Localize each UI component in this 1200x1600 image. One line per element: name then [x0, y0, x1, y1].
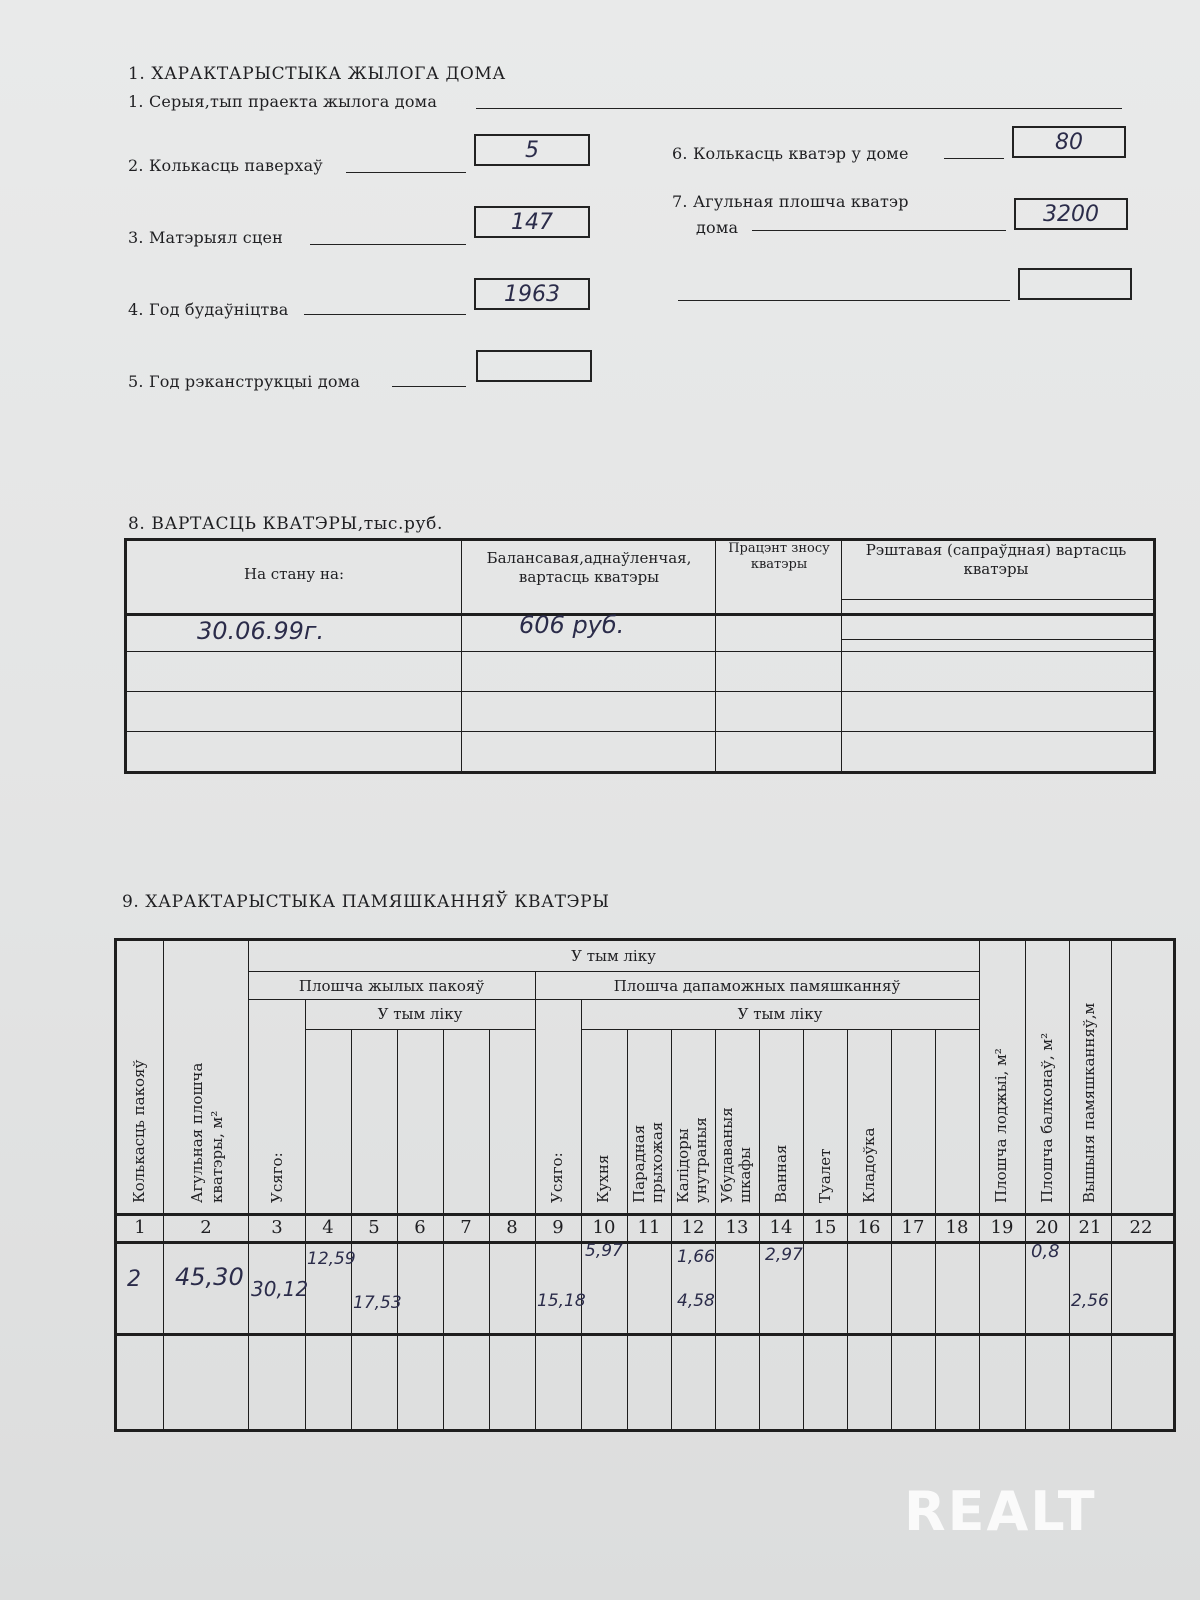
table9-col-hall-a: Парадная [630, 1124, 648, 1203]
table9-col-number: 19 [990, 1217, 1014, 1238]
value-rooms: 2 [127, 1267, 141, 1292]
apartments-count-line [944, 158, 1004, 159]
apartments-count-value: 80 [1055, 129, 1083, 155]
table9-col-aux-total: Усяго: [548, 1152, 566, 1203]
table9-header-line [581, 1029, 979, 1030]
total-area-line [752, 230, 1006, 231]
table9-col-balcony: Плошча балконаў, м² [1038, 1032, 1056, 1203]
apartments-count-box [1012, 126, 1126, 158]
section8-title: 8. ВАРТАСЦЬ КВАТЭРЫ,тыс.руб. [128, 514, 443, 534]
build-year-box [474, 278, 590, 310]
wall-material-value: 147 [511, 209, 553, 235]
reconstruction-year-line [392, 386, 466, 387]
table9-col-storage: Кладоўка [860, 1127, 878, 1203]
table9-row-divider [117, 1333, 1173, 1336]
value-kitchen: 5,97 [585, 1241, 623, 1261]
realt-watermark: REALT [904, 1480, 1097, 1543]
table9-numbers-top [117, 1213, 1173, 1216]
apartment-value-table [124, 538, 1156, 774]
table9-col-number: 6 [414, 1217, 426, 1238]
table8-col-divider [715, 541, 716, 771]
table9-in-that-caption: У тым ліку [571, 947, 656, 965]
table9-col-number: 14 [769, 1217, 793, 1238]
table8-row-divider [127, 691, 1153, 692]
table9-col-number: 2 [200, 1217, 212, 1238]
value-corridor-b: 4,58 [677, 1291, 715, 1311]
series-line [476, 108, 1122, 109]
value-corridor-a: 1,66 [677, 1247, 715, 1267]
table9-col-divider [1111, 941, 1112, 1429]
table9-col-number: 20 [1035, 1217, 1059, 1238]
table9-col-total-area-b: кватэры, м² [208, 1110, 226, 1203]
build-year-label: 4. Год будаўніцтва [128, 300, 289, 319]
value-bath: 2,97 [765, 1245, 803, 1265]
apartments-count-label: 6. Колькасць кватэр у доме [672, 144, 909, 163]
table9-col-number: 1 [134, 1217, 146, 1238]
table9-col-corridors-b: унутраныя [692, 1117, 710, 1203]
wall-material-box [474, 206, 590, 238]
reconstruction-year-label: 5. Год рэканструкцыі дома [128, 372, 361, 391]
table8-header-date: На стану на: [243, 565, 345, 583]
table9-col-number: 22 [1129, 1217, 1153, 1238]
wall-material-label: 3. Матэрыял сцен [128, 228, 283, 247]
table9-col-number: 5 [368, 1217, 380, 1238]
table9-col-number: 3 [271, 1217, 283, 1238]
table9-col-kitchen: Кухня [594, 1154, 612, 1203]
value-balcony: 0,8 [1031, 1241, 1060, 1262]
reconstruction-year-box [476, 350, 592, 382]
table9-in-that-aux: У тым ліку [737, 1005, 823, 1023]
table9-col-number: 12 [681, 1217, 705, 1238]
table9-col-divider [248, 941, 249, 1429]
table9-aux-group: Плошча дапаможных памяшканняў [613, 977, 901, 995]
table9-col-number: 4 [322, 1217, 334, 1238]
table9-col-living-total: Усяго: [268, 1152, 286, 1203]
table9-col-bath: Ванная [772, 1144, 790, 1203]
table9-col-number: 15 [813, 1217, 837, 1238]
rooms-table [114, 938, 1176, 1432]
table9-col-number: 7 [460, 1217, 472, 1238]
total-area-value: 3200 [1043, 201, 1099, 227]
table9-col-number: 9 [552, 1217, 564, 1238]
table9-col-hall-b: прыхожая [648, 1121, 666, 1203]
table9-col-divider [163, 941, 164, 1429]
table9-col-divider [1025, 941, 1026, 1429]
table9-col-number: 8 [506, 1217, 518, 1238]
table8-row-divider [127, 651, 1153, 652]
value-total-area: 45,30 [175, 1263, 244, 1291]
table9-col-total-area-a: Агульная плошча [188, 1062, 206, 1203]
table8-col-divider [461, 541, 462, 771]
total-area-label: 7. Агульная плошча кватэр [672, 192, 909, 211]
table9-col-corridors-a: Калідоры [674, 1128, 692, 1203]
table8-row1-date: 30.06.99г. [197, 617, 325, 645]
total-area-box [1014, 198, 1128, 230]
wall-material-line [310, 244, 466, 245]
table9-col-number: 16 [857, 1217, 881, 1238]
table9-col-closets-a: Убудаваныя [718, 1107, 736, 1203]
table8-header-wear: Працэнт зносу кватэры [728, 541, 830, 572]
total-area-label-2: дома [696, 218, 739, 237]
table9-col-divider [979, 941, 980, 1429]
floors-label: 2. Колькасць паверхаў [128, 156, 323, 175]
floors-line [346, 172, 466, 173]
value-aux-total: 15,18 [537, 1291, 586, 1311]
table9-col-divider [1069, 941, 1070, 1429]
table9-col-number: 17 [901, 1217, 925, 1238]
table9-col-divider [535, 971, 536, 1429]
section1-title: 1. ХАРАКТАРЫСТЫКА ЖЫЛОГА ДОМА [128, 64, 506, 84]
table9-col-number: 11 [637, 1217, 661, 1238]
section9-title: 9. ХАРАКТАРЫСТЫКА ПАМЯШКАННЯЎ КВАТЭРЫ [122, 892, 610, 912]
extra-field-box [1018, 268, 1132, 300]
value-room-a: 12,59 [307, 1249, 356, 1269]
table9-col-height: Вышыня памяшканняў,м [1080, 1002, 1098, 1203]
table9-col-number: 10 [592, 1217, 616, 1238]
table8-col-divider [841, 541, 842, 771]
table9-in-that-living: У тым ліку [377, 1005, 463, 1023]
value-room-b: 17,53 [353, 1293, 402, 1313]
table8-header-residual: Рэштавая (сапраўдная) вартасць кватэры [865, 541, 1127, 578]
table8-row-divider [127, 731, 1153, 732]
table9-col-closets-b: шкафы [736, 1147, 754, 1203]
table8-header-divider [127, 613, 1153, 616]
floors-box [474, 134, 590, 166]
extra-field-line [678, 300, 1010, 301]
table9-numbers-bottom [117, 1241, 1173, 1244]
table9-header-line [248, 999, 979, 1000]
table8-row1-value: 606 руб. [519, 611, 625, 639]
table9-col-number: 13 [725, 1217, 749, 1238]
floors-value: 5 [525, 137, 539, 163]
table9-col-loggia: Плошча лоджыі, м² [992, 1048, 1010, 1203]
table9-col-rooms: Колькасць пакояў [130, 1059, 148, 1203]
table8-header-subline [841, 599, 1153, 600]
table9-header-line [248, 971, 979, 972]
build-year-value: 1963 [504, 281, 560, 307]
table9-header-line [305, 1029, 535, 1030]
value-living-total: 30,12 [251, 1277, 309, 1301]
series-label: 1. Серыя,тып праекта жылога дома [128, 92, 438, 111]
build-year-line [304, 314, 466, 315]
table9-col-number: 18 [945, 1217, 969, 1238]
table9-col-toilet: Туалет [816, 1148, 834, 1203]
table8-row-subline [841, 639, 1153, 640]
table9-living-group: Плошча жылых пакояў [298, 977, 485, 995]
value-height: 2,56 [1071, 1291, 1109, 1311]
table8-header-balance: Балансавая,аднаўленчая, вартасць кватэры [486, 549, 692, 586]
table9-col-number: 21 [1078, 1217, 1102, 1238]
